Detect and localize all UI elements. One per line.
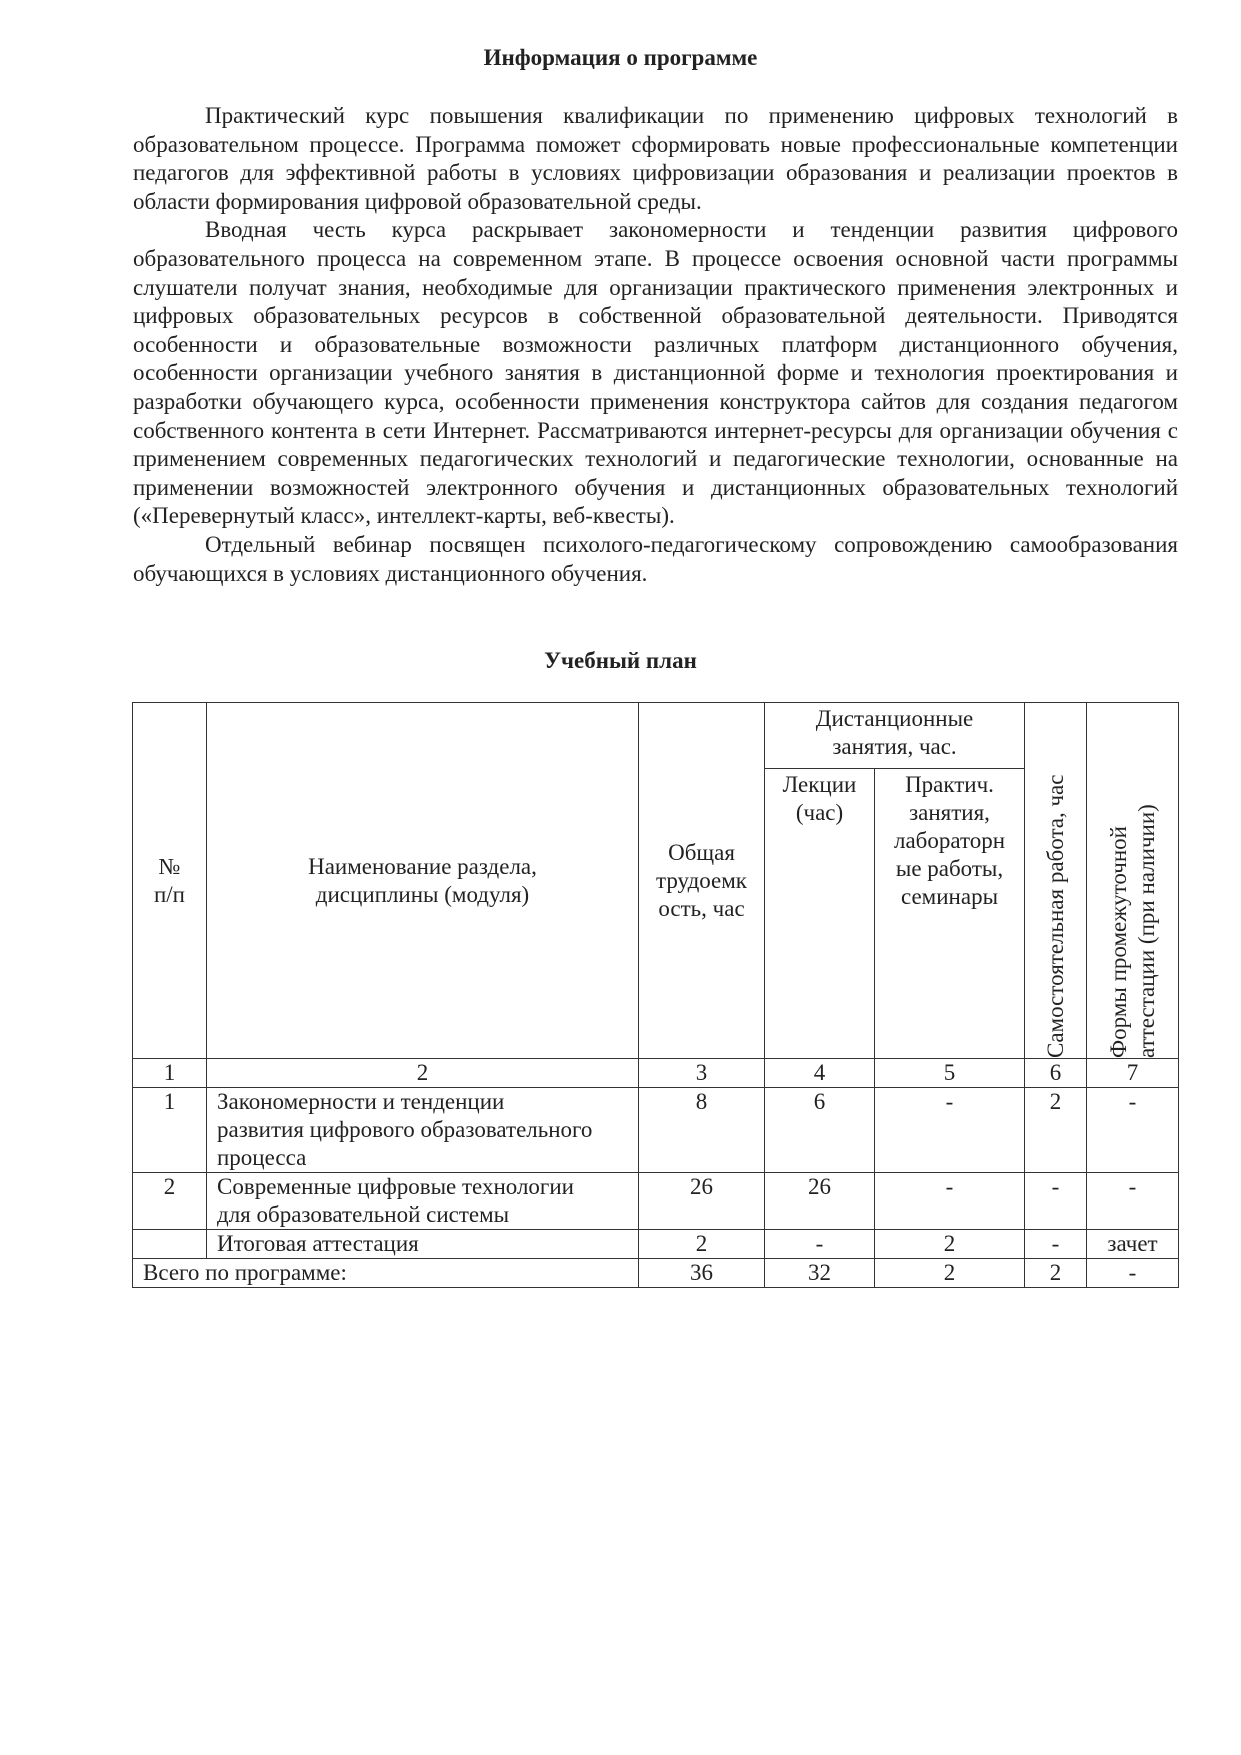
- intro-paragraph: Вводная честь курса раскрывает закономерности и тенденции развития цифрового образовательного процесса на современном этапе. В процессе освоения основной части программы слушатели получат знания, необходимые для организации практического применения электронных и цифровых образовательных ресурсов в собственной образовательной деятельности. Приводятся особенности и образовательные возможности различных платформ дистанционного обучения, особенности организации учебного занятия в дистанционной форме и технология проектирования и разработки обучающего курса, особенности применения конструктора сайтов для создания педагогом собственного контента в сети Интернет. Рассматриваются интернет-ресурсы для организации обучения с применением современных педагогических технологий и педагогические технологии, основанные на применении возможностей электронного обучения и дистанционных образовательных технологий («Перевернутый класс», интеллект-карты, веб-квесты).: [133, 217, 1178, 529]
- row-practice: -: [875, 1088, 1025, 1173]
- row-attestation: зачет: [1087, 1230, 1179, 1259]
- header-attestation: [1087, 703, 1179, 1059]
- intro-paragraph: Отдельный вебинар посвящен психолого-педагогическому сопровождению самообразования обучающихся в условиях дистанционного обучения.: [133, 531, 1178, 586]
- curriculum-table: [132, 702, 1179, 1288]
- column-number: 1: [133, 1059, 207, 1088]
- info-title: Информация о программе: [483, 45, 758, 70]
- table-row: [133, 1088, 1179, 1173]
- header-total: Общая трудоемк ость, час: [639, 703, 765, 1059]
- column-number: 3: [639, 1059, 765, 1088]
- intro-paragraph: Практический курс повышения квалификации по применению цифровых технологий в образовательном процессе. Программа поможет сформировать новые профессиональные компетенции педагогов для эффективной работы в условиях цифровизации образования и реализации проектов в области формирования цифровой образовательной среды.: [133, 103, 1178, 214]
- row-total: 8: [639, 1088, 765, 1173]
- header-attestation-label: Формы промежуточной аттестации (при наличии): [1105, 804, 1159, 1058]
- row-name: Итоговая аттестация: [207, 1230, 639, 1259]
- row-num: 1: [133, 1088, 207, 1173]
- row-self-study: 2: [1025, 1088, 1087, 1173]
- row-total: 2: [639, 1230, 765, 1259]
- header-self-study-label: Самостоятельная работа, час: [1042, 774, 1068, 1058]
- column-number: 6: [1025, 1059, 1087, 1088]
- row-self-study: -: [1025, 1230, 1087, 1259]
- row-self-study: -: [1025, 1173, 1087, 1230]
- totals-lectures: 32: [765, 1259, 875, 1288]
- totals-total: 36: [639, 1259, 765, 1288]
- column-number: 2: [207, 1059, 639, 1088]
- row-lectures: -: [765, 1230, 875, 1259]
- header-lectures: Лекции (час): [765, 769, 875, 1059]
- row-name: Современные цифровые технологии для образовательной системы: [207, 1173, 639, 1230]
- totals-practice: 2: [875, 1259, 1025, 1288]
- header-num: № п/п: [133, 703, 207, 1059]
- row-num: 2: [133, 1173, 207, 1230]
- totals-row: [133, 1259, 1179, 1288]
- header-distance: Дистанционные занятия, час.: [765, 703, 1025, 769]
- table-row: [133, 1173, 1179, 1230]
- row-practice: 2: [875, 1230, 1025, 1259]
- column-number: 4: [765, 1059, 875, 1088]
- plan-title: Учебный план: [544, 648, 697, 673]
- intro-text: [133, 102, 1178, 588]
- totals-label: Всего по программе:: [133, 1259, 639, 1288]
- row-attestation: -: [1087, 1173, 1179, 1230]
- row-attestation: -: [1087, 1088, 1179, 1173]
- header-name: Наименование раздела, дисциплины (модуля): [207, 703, 639, 1059]
- table-row: [133, 1230, 1179, 1259]
- header-self-study: [1025, 703, 1087, 1059]
- row-lectures: 26: [765, 1173, 875, 1230]
- row-lectures: 6: [765, 1088, 875, 1173]
- column-number-row: [133, 1059, 1179, 1088]
- row-num: [133, 1230, 207, 1259]
- column-number: 5: [875, 1059, 1025, 1088]
- totals-self-study: 2: [1025, 1259, 1087, 1288]
- row-total: 26: [639, 1173, 765, 1230]
- header-practice: Практич. занятия, лабораторн ые работы, семинары: [875, 769, 1025, 1059]
- totals-attestation: -: [1087, 1259, 1179, 1288]
- row-name: Закономерности и тенденции развития цифрового образовательного процесса: [207, 1088, 639, 1173]
- row-practice: -: [875, 1173, 1025, 1230]
- column-number: 7: [1087, 1059, 1179, 1088]
